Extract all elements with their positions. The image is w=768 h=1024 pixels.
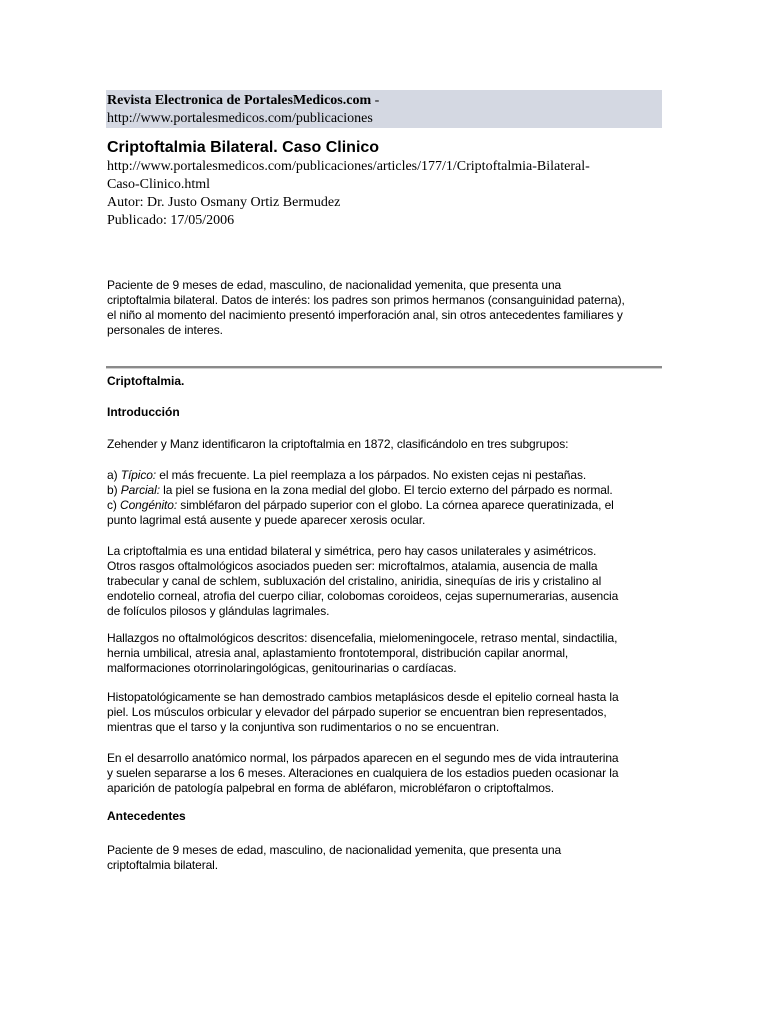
text-line: Otros rasgos oftalmológicos asociados pueden ser: microftalmos, atalamia, ausencia de malla [107,559,598,573]
text-line: La criptoftalmia es una entidad bilateral y simétrica, pero hay casos unilaterales y asimétricos. [107,544,597,558]
text-line: de folículos pilosos y glándulas lagrimales. [107,604,330,618]
subgroup-text: la piel se fusiona en la zona medial del globo. El tercio externo del párpado es normal. [159,483,613,497]
subgroup-a [107,468,667,483]
site-title: Revista Electronica de PortalesMedicos.com [107,93,372,108]
subgroup-text: el más frecuente. La piel reemplaza a los párpados. No existen cejas ni pestañas. [156,468,587,482]
text-line: piel. Los músculos orbicular y elevador del párpado superior se encuentran bien representados, [107,705,607,719]
intro-paragraph [107,278,667,338]
term-tipico: Típico: [120,468,157,482]
text-line: hernia umbilical, atresia anal, aplastamiento frontotemporal, distribución capilar anormal, [107,646,569,660]
text-line: trabecular y canal de schlem, subluxación del cristalino, aniridia, sinequías de iris y cristalino al [107,574,602,588]
text-line: el niño al momento del nacimiento presentó imperforación anal, sin otros antecedentes familiares y [107,308,623,322]
site-url[interactable]: http://www.portalesmedicos.com/publicaciones [107,111,373,126]
subgroup-c [107,498,667,513]
text-line: En el desarrollo anatómico normal, los párpados aparecen en el segundo mes de vida intrauterina [107,751,619,765]
introduccion-heading: Introducción [107,405,180,419]
text-line: criptoftalmia bilateral. Datos de interés: los padres son primos hermanos (consanguinidad paterna), [107,293,625,307]
text-line: criptoftalmia bilateral. [107,858,218,872]
antecedentes-heading: Antecedentes [107,809,186,823]
text-line: endotelio corneal, atrofia del cuerpo ciliar, colobomas coroideos, cejas supernumerarias, ausencia [107,589,619,603]
subgroup-c-continued: punto lagrimal está ausente y puede aparecer xerosis ocular. [107,513,426,527]
term-congenito: Congénito: [120,498,178,512]
section-title: Criptoftalmia. [107,374,185,388]
article-author: Autor: Dr. Justo Osmany Ortiz Bermudez [107,195,341,210]
text-line: Histopatológicamente se han demostrado cambios metaplásicos desde el epitelio corneal hasta la [107,690,619,704]
article-url-line2[interactable]: Caso-Clinico.html [107,177,211,192]
antecedentes-paragraph [107,843,667,873]
subgroups-list [107,468,667,528]
site-title-dash: - [371,93,380,108]
list-marker: c) [107,498,121,512]
text-line: personales de interes. [107,323,223,337]
text-line: Paciente de 9 meses de edad, masculino, de nacionalidad yemenita, que presenta una [107,278,562,292]
article-date: Publicado: 17/05/2006 [107,213,235,228]
histopatologia-paragraph [107,690,667,735]
section-divider [106,366,662,369]
article-title: Criptoftalmia Bilateral. Caso Clinico [107,139,380,156]
zehender-paragraph [107,437,667,452]
bilateral-paragraph [107,544,667,619]
subgroup-b [107,483,667,498]
text-line: y suelen separarse a los 6 meses. Alteraciones en cualquiera de los estadios pueden ocasionar la [107,766,619,780]
text-line: malformaciones otorrinolaringológicas, genitourinarias o cardíacas. [107,661,457,675]
text-line: Paciente de 9 meses de edad, masculino, de nacionalidad yemenita, que presenta una [107,843,562,857]
site-title-line [107,92,379,110]
text-line: aparición de patología palpebral en forma de abléfaron, microbléfaron o criptoftalmos. [107,781,555,795]
subgroup-text: simbléfaron del párpado superior con el globo. La córnea aparece queratinizada, el [177,498,614,512]
term-parcial: Parcial: [120,483,160,497]
text-line: mientras que el tarso y la conjuntiva son rudimentarios o no se encuentran. [107,720,500,734]
hallazgos-paragraph [107,631,667,676]
list-marker: b) [107,483,121,497]
article-url-line1[interactable]: http://www.portalesmedicos.com/publicaciones/articles/177/1/Criptoftalmia-Bilateral- [107,159,590,174]
text-line: Hallazgos no oftalmológicos descritos: disencefalia, mielomeningocele, retraso mental, sindactilia, [107,631,618,645]
text-line: Zehender y Manz identificaron la criptoftalmia en 1872, clasificándolo en tres subgrupos: [107,437,569,451]
list-marker: a) [107,468,121,482]
desarrollo-paragraph [107,751,667,796]
